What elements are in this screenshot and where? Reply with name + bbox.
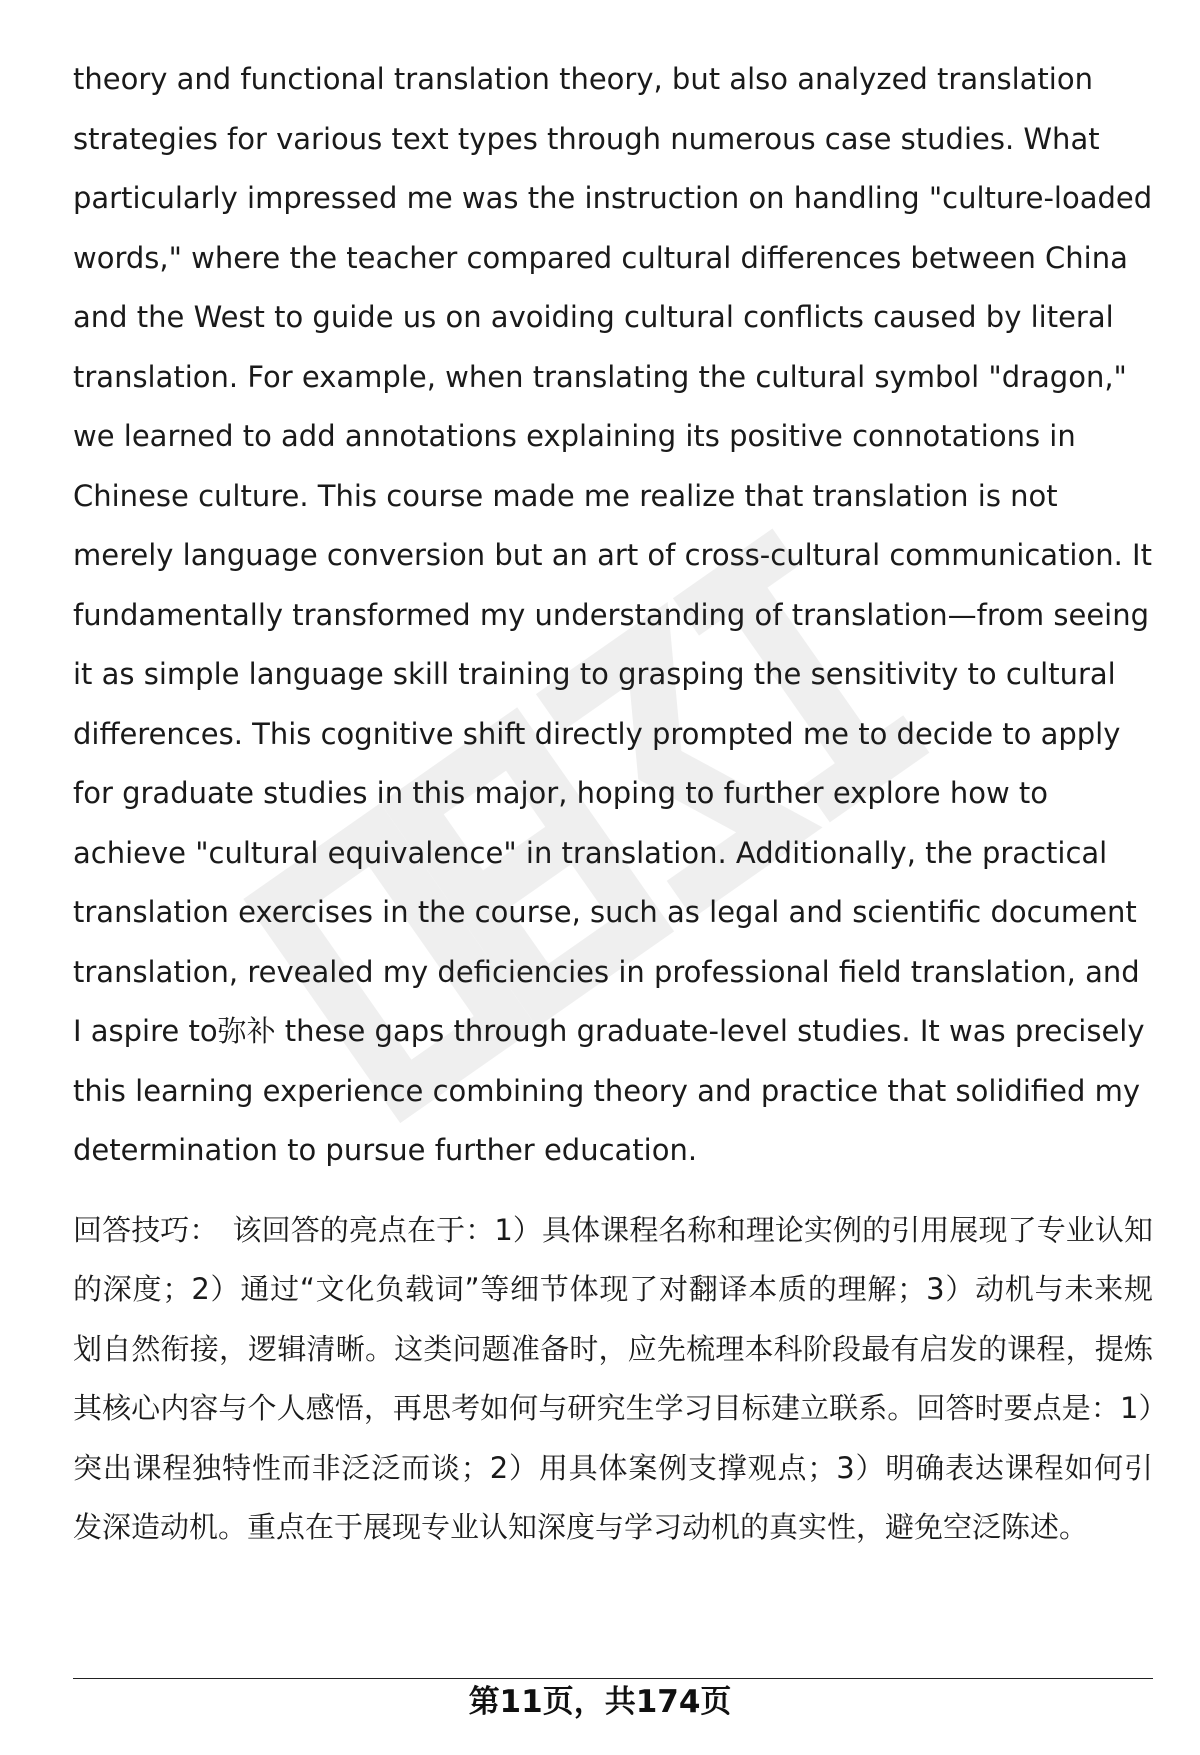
answer-tips-label: 回答技巧： — [73, 1212, 219, 1247]
page-indicator: 第11页，共174页 — [468, 1684, 732, 1720]
footer-divider — [73, 1678, 1153, 1679]
answer-tips-paragraph — [73, 1201, 1153, 1558]
content-area — [73, 50, 1153, 1558]
answer-tips-text: 该回答的亮点在于：1）具体课程名称和理论实例的引用展现了专业认知的深度；2）通过“文化负载词”等细节体现了对翻译本质的理解；3）动机与未来规划自然衔接，逻辑清晰。这类问题准备时，应先梳理本科阶段最有启发的课程，提炼其核心内容与个人感悟，再思考如何与研究生学习目标建立联系。回答时要点是：1）突出课程独特性而非泛泛而谈；2）用具体案例支撑观点；3）明确表达课程如何引发深造动机。重点在于展现专业认知深度与学习动机的真实性，避免空泛陈述。 — [73, 1212, 1153, 1544]
body-paragraph: theory and functional translation theory, but also analyzed translation strategies for various text types through numerous case studies. What particularly impressed me was the instruction on handling "culture-loaded words," where the teacher compared cultural differences between China and the West to guide us on avoiding cultural conflicts caused by literal translation. For example, when translating the cultural symbol "dragon," we learned to add annotations explaining its positive connotations in Chinese culture. This course made me realize that translation is not merely language conversion but an art of cross-cultural communication. It fundamentally transformed my understanding of translation—from seeing it as simple language skill training to grasping the sensitivity to cultural differences. This cognitive shift directly prompted me to decide to apply for graduate studies in this major, hoping to further explore how to achieve "cultural equivalence" in translation. Additionally, the practical translation exercises in the course, such as legal and scientific document translation, revealed my deficiencies in professional field translation, and I aspire to弥补 these gaps through graduate-level studies. It was precisely this learning experience combining theory and practice that solidified my determination to pursue further education. — [73, 62, 1153, 1167]
